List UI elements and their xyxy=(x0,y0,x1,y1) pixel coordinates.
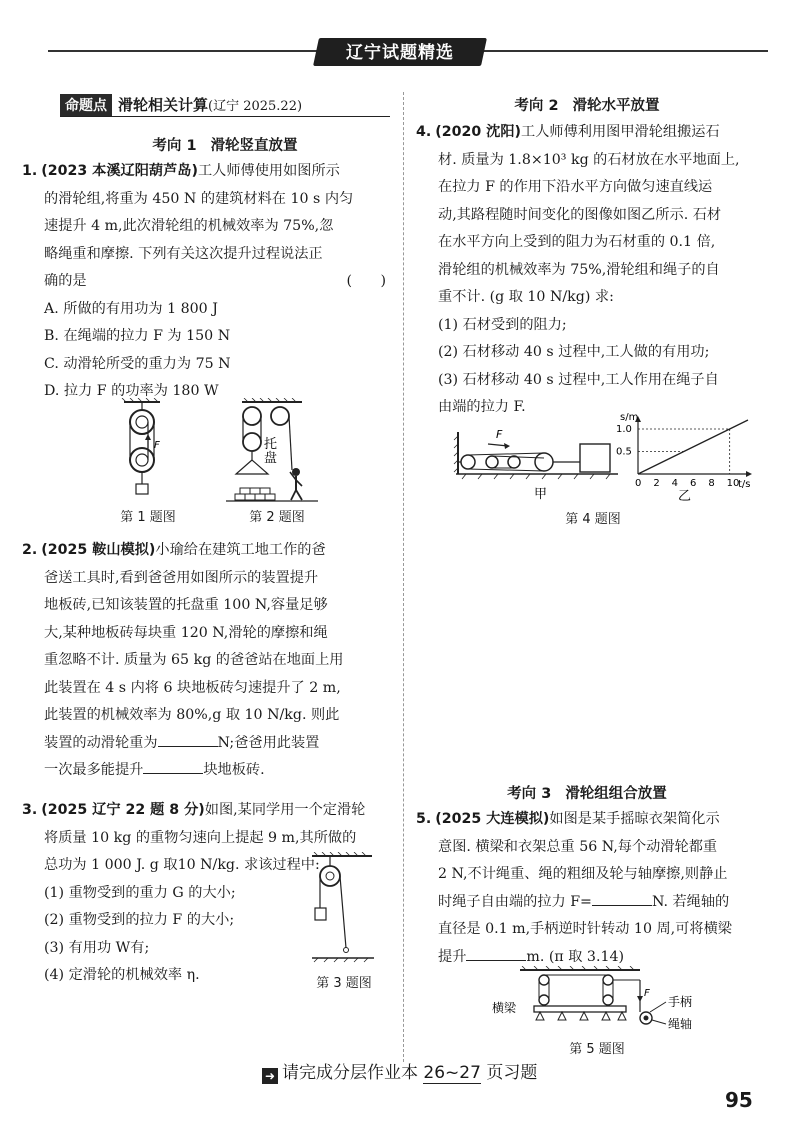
stem-line: 地板砖,已知该装置的托盘重 100 N,容量足够 xyxy=(44,597,328,613)
tray-label-1: 托 xyxy=(264,437,278,452)
sub-question: (3) 石材移动 40 s 过程中,工人作用在绳子自 xyxy=(438,371,719,388)
stem-line: m. (π 取 3.14) xyxy=(526,948,625,965)
y-axis-label: s/m xyxy=(620,412,639,423)
stem-line: 装置的动滑轮重为 xyxy=(44,734,158,751)
stem-line: 如图是某手摇晾衣架简化示 xyxy=(549,811,720,827)
question-1 xyxy=(22,158,394,406)
stem-line: 工人师傅利用图甲滑轮组搬运石 xyxy=(521,124,720,140)
figure-3-caption: 第 3 题图 xyxy=(316,976,372,991)
stem-line: 块地板砖. xyxy=(203,762,265,778)
stem-line: 动,其路程随时间变化的图像如图乙所示. 石材 xyxy=(438,206,722,223)
question-source: (2023 本溪辽阳葫芦岛) xyxy=(41,163,198,179)
stem-line: 提升 xyxy=(438,948,467,965)
question-number: 2. xyxy=(22,542,38,558)
answer-blank-2[interactable] xyxy=(143,759,203,774)
answer-blank-2[interactable] xyxy=(466,946,526,961)
figure-label-jia: 甲 xyxy=(534,487,548,502)
section-heading-2 xyxy=(412,94,762,115)
section-heading-3 xyxy=(412,782,762,803)
option-d: D. 拉力 F 的功率为 180 W xyxy=(44,383,219,399)
stem-line: 一次最多能提升 xyxy=(44,762,144,778)
tray-label-2: 盘 xyxy=(264,451,278,466)
section-name: 滑轮竖直放置 xyxy=(210,138,298,154)
figure-2-lifting-device xyxy=(222,398,322,504)
sub-question: (4) 定滑轮的机械效率 η. xyxy=(44,967,200,983)
topic-bar xyxy=(60,94,390,117)
figure-1-pulley xyxy=(110,398,190,502)
question-source: (2025 鞍山模拟) xyxy=(41,542,156,558)
stem-line: 2 N,不计绳重、绳的粗细及轮与轴摩擦,则静止 xyxy=(438,866,728,882)
answer-parentheses: ( ) xyxy=(346,273,386,289)
stem-line: 材. 质量为 1.8×10³ kg 的石材放在水平地面上, xyxy=(438,151,740,168)
stem-line: 略绳重和摩擦. 下列有关这次提升过程说法正 xyxy=(44,245,323,262)
question-4 xyxy=(416,119,766,422)
stem-line: 重不计. (g 取 10 N/kg) 求: xyxy=(438,289,614,305)
stem-line: 大,某种地板砖每块重 120 N,滑轮的摩擦和绳 xyxy=(44,624,328,641)
sub-question: (1) 石材受到的阻力; xyxy=(438,316,567,333)
question-2 xyxy=(22,537,394,785)
figure-label-yi: 乙 xyxy=(678,489,692,502)
figure-5-clothes-rack xyxy=(490,966,710,1034)
beam-label: 横梁 xyxy=(492,1001,517,1015)
header-title: 辽宁试题精选 xyxy=(346,43,454,63)
x-tick-label: 2 xyxy=(653,478,660,489)
x-tick-label: 6 xyxy=(690,478,697,489)
section-label: 考向 2 xyxy=(514,98,559,114)
column-divider xyxy=(403,92,404,1062)
question-source: (2025 大连模拟) xyxy=(435,811,550,827)
sub-question: (2) 重物受到的拉力 F 的大小; xyxy=(44,912,235,928)
figure-1-caption: 第 1 题图 xyxy=(120,510,176,525)
option-a: A. 所做的有用功为 1 800 J xyxy=(44,300,218,317)
stem-line: 将质量 10 kg 的重物匀速向上提起 9 m,其所做的 xyxy=(44,829,357,846)
stem-line: N. 若绳轴的 xyxy=(651,893,730,910)
section-label: 考向 1 xyxy=(152,138,197,154)
sub-question: (1) 重物受到的重力 G 的大小; xyxy=(44,884,236,901)
section-name: 滑轮组组合放置 xyxy=(565,786,667,802)
x-axis-label: t/s xyxy=(738,479,751,490)
footer-page-range: 26~27 xyxy=(423,1063,481,1083)
stem-line: 的滑轮组,将重为 450 N 的建筑材料在 10 s 内匀 xyxy=(44,190,354,207)
x-tick-label: 10 xyxy=(726,478,740,489)
homework-footer xyxy=(262,1058,562,1084)
figure-4-caption: 第 4 题图 xyxy=(565,512,621,527)
x-tick-label: 8 xyxy=(708,478,715,489)
option-b: B. 在绳端的拉力 F 为 150 N xyxy=(44,328,231,344)
section-name: 滑轮水平放置 xyxy=(572,98,660,114)
figure-3-fixed-pulley xyxy=(308,852,378,968)
sub-question: (2) 石材移动 40 s 过程中,工人做的有用功; xyxy=(438,344,710,360)
arrow-box-icon: ➜ xyxy=(262,1068,278,1084)
y-tick-label: 1.0 xyxy=(616,424,632,435)
answer-blank-1[interactable] xyxy=(158,732,218,747)
question-source: (2025 辽宁 22 题 8 分) xyxy=(41,802,205,818)
stem-line: 在拉力 F 的作用下沿水平方向做匀速直线运 xyxy=(438,179,713,195)
stem-line: 直径是 0.1 m,手柄逆时针转动 10 周,可将横梁 xyxy=(438,921,732,937)
stem-line: 如图,某同学用一个定滑轮 xyxy=(204,802,366,818)
stem-line: N;爸爸用此装置 xyxy=(217,734,320,751)
stem-line: 滑轮组的机械效率为 75%,滑轮组和绳子的自 xyxy=(438,261,720,278)
stem-line: 意图. 横梁和衣架总重 56 N,每个动滑轮都重 xyxy=(438,838,718,855)
question-number: 1. xyxy=(22,163,38,179)
question-number: 4. xyxy=(416,124,432,140)
stem-line: 工人师傅使用如图所示 xyxy=(197,163,340,179)
figure-4-yi-st-chart xyxy=(616,410,756,502)
sub-question: (3) 有用功 W有; xyxy=(44,939,150,956)
handle-label: 手柄 xyxy=(668,995,693,1009)
section-heading-1 xyxy=(60,134,390,155)
figure-4-jia-horizontal-pulley xyxy=(452,422,622,502)
stem-line: 小瑜给在建筑工地工作的爸 xyxy=(155,542,326,558)
question-number: 3. xyxy=(22,802,38,818)
figure-5-caption: 第 5 题图 xyxy=(569,1042,625,1057)
footer-suffix: 页习题 xyxy=(480,1063,538,1083)
stem-line: 重忽略不计. 质量为 65 kg 的爸爸站在地面上用 xyxy=(44,652,344,668)
sub-question: 由端的拉力 F. xyxy=(438,399,526,415)
series-line xyxy=(638,420,748,474)
footer-prefix: 请完成分层作业本 xyxy=(282,1063,424,1083)
topic-source: (辽宁 2025.22) xyxy=(208,99,303,114)
force-label: F xyxy=(496,428,503,441)
x-tick-label: 4 xyxy=(671,478,679,489)
stem-line: 此装置的机械效率为 80%,g 取 10 N/kg. 则此 xyxy=(44,707,340,723)
page-number: 95 xyxy=(725,1088,753,1112)
option-c: C. 动滑轮所受的重力为 75 N xyxy=(44,355,231,372)
stem-line: 速提升 4 m,此次滑轮组的机械效率为 75%,忽 xyxy=(44,218,334,234)
force-label: F xyxy=(644,988,650,999)
stem-line: 时绳子自由端的拉力 F= xyxy=(438,893,592,910)
question-number: 5. xyxy=(416,811,432,827)
stem-line: 确的是 xyxy=(44,273,87,289)
x-tick-label: 0 xyxy=(635,478,642,489)
stem-line: 此装置在 4 s 内将 6 块地板砖匀速提升了 2 m, xyxy=(44,679,341,696)
topic-tag: 命题点 xyxy=(60,94,112,116)
answer-blank-1[interactable] xyxy=(592,891,652,906)
stem-line: 在水平方向上受到的阻力为石材重的 0.1 倍, xyxy=(438,234,716,250)
y-tick-label: 0.5 xyxy=(616,446,632,458)
force-label: F xyxy=(154,440,160,451)
stem-line: 总功为 1 000 J. g 取10 N/kg. 求该过程中: xyxy=(44,857,320,873)
topic-title: 滑轮相关计算 xyxy=(118,96,209,114)
x-axis-arrow xyxy=(746,471,752,477)
section-label: 考向 3 xyxy=(507,786,552,802)
axle-label: 绳轴 xyxy=(668,1017,693,1031)
question-5 xyxy=(416,806,766,971)
question-source: (2020 沈阳) xyxy=(435,124,522,140)
figure-2-caption: 第 2 题图 xyxy=(249,510,305,525)
stem-line: 爸送工具时,看到爸爸用如图所示的装置提升 xyxy=(44,569,319,586)
